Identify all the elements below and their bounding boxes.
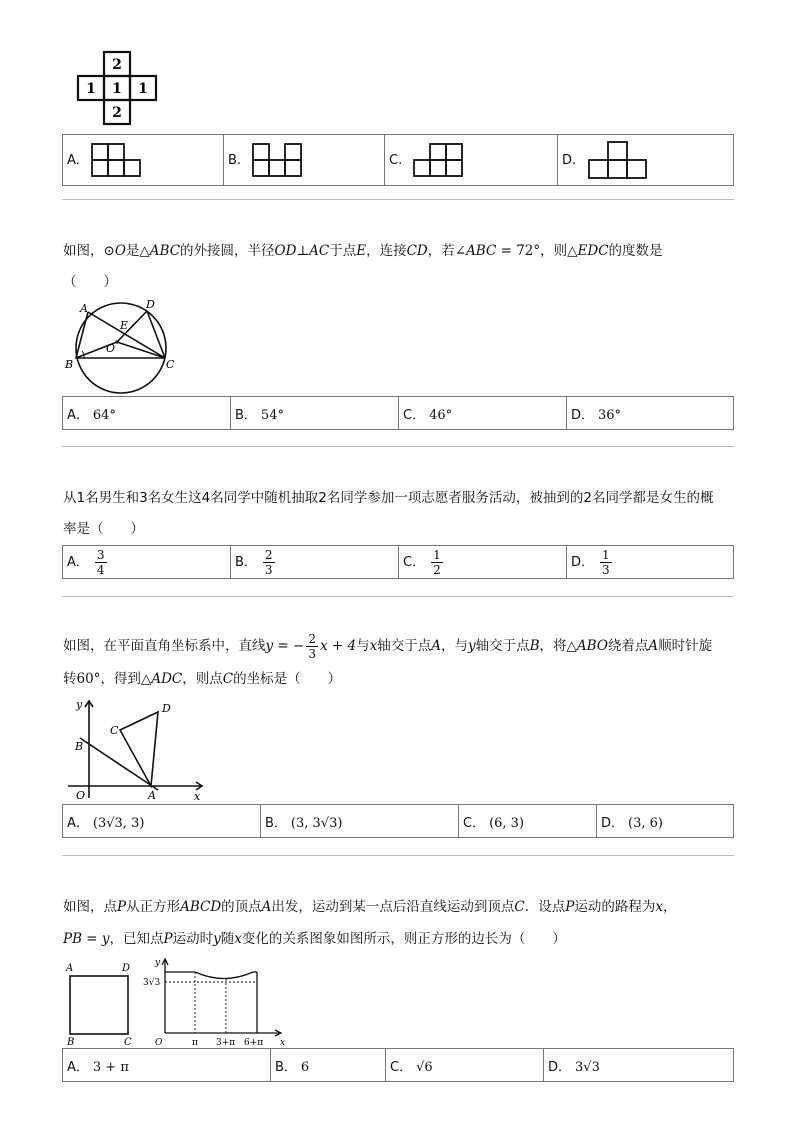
net-face-top: 2 bbox=[112, 57, 122, 73]
q2-option-d[interactable]: D． 36° bbox=[567, 397, 734, 430]
label-c: C bbox=[166, 358, 175, 371]
axis-x-label: x bbox=[194, 790, 201, 803]
origin-label: O bbox=[76, 789, 86, 802]
q5-options bbox=[62, 1048, 734, 1082]
q1-option-a-figure bbox=[88, 142, 148, 178]
net-face-left: 1 bbox=[86, 81, 96, 97]
separator bbox=[62, 446, 734, 447]
q1-option-d-figure bbox=[584, 140, 654, 180]
x-tick-pi: π bbox=[192, 1038, 198, 1047]
fraction: $\frac{1}{2}$ bbox=[433, 547, 441, 577]
fraction: $\frac{3}{4}$ bbox=[96, 547, 105, 577]
q5-option-a[interactable]: A． 3 + π bbox=[63, 1049, 271, 1082]
separator bbox=[62, 199, 734, 200]
q1-option-b[interactable] bbox=[224, 135, 385, 186]
net-face-center: 1 bbox=[112, 81, 122, 97]
label-b: B bbox=[75, 740, 84, 753]
option-label: A. bbox=[67, 152, 80, 168]
axis-x-label: x bbox=[280, 1038, 286, 1047]
label-a: A bbox=[148, 789, 156, 802]
q3-option-c[interactable]: C． $\frac{1}{2}$ bbox=[399, 546, 567, 579]
q3-option-a[interactable]: A． $\frac{3}{4}$ bbox=[63, 546, 231, 579]
label-o: O bbox=[106, 342, 116, 355]
q2-option-c[interactable]: C． 46° bbox=[399, 397, 567, 430]
q1-options bbox=[62, 134, 734, 186]
q1-option-a[interactable] bbox=[63, 135, 224, 186]
q1-option-b-figure bbox=[249, 142, 309, 178]
q5-line2: PB = y，已知点P运动时y随x变化的关系图象如图所示，则正方形的边长为（ ） bbox=[63, 931, 566, 947]
q4-option-c[interactable]: C． (6, 3) bbox=[459, 805, 597, 838]
option-label: C. bbox=[389, 152, 403, 168]
q4-options bbox=[62, 804, 734, 838]
q4-option-d[interactable]: D． (3, 6) bbox=[597, 805, 734, 838]
option-label: D. bbox=[562, 152, 577, 168]
label-a: A bbox=[66, 963, 74, 974]
fraction: $\frac{1}{3}$ bbox=[602, 547, 610, 577]
q2-paren: （ ） bbox=[63, 274, 117, 290]
option-label: B. bbox=[228, 152, 242, 168]
axis-y-label: y bbox=[76, 698, 83, 711]
label-d: D bbox=[122, 963, 131, 974]
q3-option-b[interactable]: B． $\frac{2}{3}$ bbox=[231, 546, 399, 579]
label-a: A bbox=[80, 302, 88, 315]
q1-option-c-figure bbox=[410, 142, 470, 178]
q1-option-d[interactable] bbox=[558, 135, 734, 186]
separator bbox=[62, 855, 734, 856]
q3-line2: 率是（ ） bbox=[63, 521, 144, 537]
cube-net-figure bbox=[74, 50, 160, 126]
label-d: D bbox=[162, 702, 171, 715]
q2-circle-figure bbox=[62, 296, 182, 396]
q2-option-b[interactable]: B． 54° bbox=[231, 397, 399, 430]
x-tick-6-pi: 6+π bbox=[244, 1038, 264, 1047]
q2-option-a[interactable]: A． 64° bbox=[63, 397, 231, 430]
origin-label: O bbox=[155, 1038, 163, 1047]
q5-graph-figure bbox=[143, 955, 288, 1047]
label-b: B bbox=[65, 358, 74, 371]
q5-option-d[interactable]: D． 3√3 bbox=[544, 1049, 734, 1082]
fraction: $\frac{2}{3}$ bbox=[308, 631, 316, 661]
fraction: $\frac{2}{3}$ bbox=[264, 547, 273, 577]
q3-line1: 从1名男生和3名女生这4名同学中随机抽取2名同学参加一项志愿者服务活动，被抽到的2名同学都是女生的概 bbox=[63, 490, 714, 506]
q2-options bbox=[62, 396, 734, 430]
axis-y-label: y bbox=[155, 958, 161, 968]
x-tick-3-pi: 3+π bbox=[216, 1038, 236, 1047]
q1-option-c[interactable] bbox=[385, 135, 558, 186]
label-e: E bbox=[120, 319, 129, 332]
q3-option-d[interactable]: D． $\frac{1}{3}$ bbox=[567, 546, 734, 579]
net-face-bottom: 2 bbox=[112, 105, 122, 121]
q5-option-b[interactable]: B． 6 bbox=[271, 1049, 386, 1082]
q5-option-c[interactable]: C． √6 bbox=[386, 1049, 544, 1082]
q2-stem: 如图，⊙O是△ABC的外接圆，半径OD⊥AC于点E，连接CD，若∠ABC = 72°，则△EDC的度数是 bbox=[63, 243, 663, 259]
q4-option-b[interactable]: B． (3, 3√3) bbox=[261, 805, 459, 838]
q4-line2: 转60°，得到△ADC，则点C的坐标是（ ） bbox=[63, 671, 342, 687]
label-c: C bbox=[110, 724, 119, 737]
net-face-right: 1 bbox=[138, 81, 148, 97]
q3-options bbox=[62, 545, 734, 579]
q4-line1: 如图，在平面直角坐标系中，直线y = − $\frac{2}{3}$ x + 4与x轴交于点A，与y轴交于点B，将△ABO绕着点A顺时针旋 bbox=[63, 631, 713, 661]
label-b: B bbox=[67, 1037, 75, 1046]
label-c: C bbox=[124, 1037, 132, 1046]
q5-square-figure bbox=[62, 958, 142, 1046]
label-d: D bbox=[146, 298, 155, 311]
separator bbox=[62, 596, 734, 597]
q5-line1: 如图，点P从正方形ABCD的顶点A出发，运动到某一点后沿直线运动到顶点C．设点P运动的路程为x， bbox=[63, 899, 677, 915]
q4-option-a[interactable]: A． (3√3, 3) bbox=[63, 805, 261, 838]
q4-coordinate-figure bbox=[62, 698, 212, 804]
y-tick-label: 3√3 bbox=[143, 978, 161, 988]
